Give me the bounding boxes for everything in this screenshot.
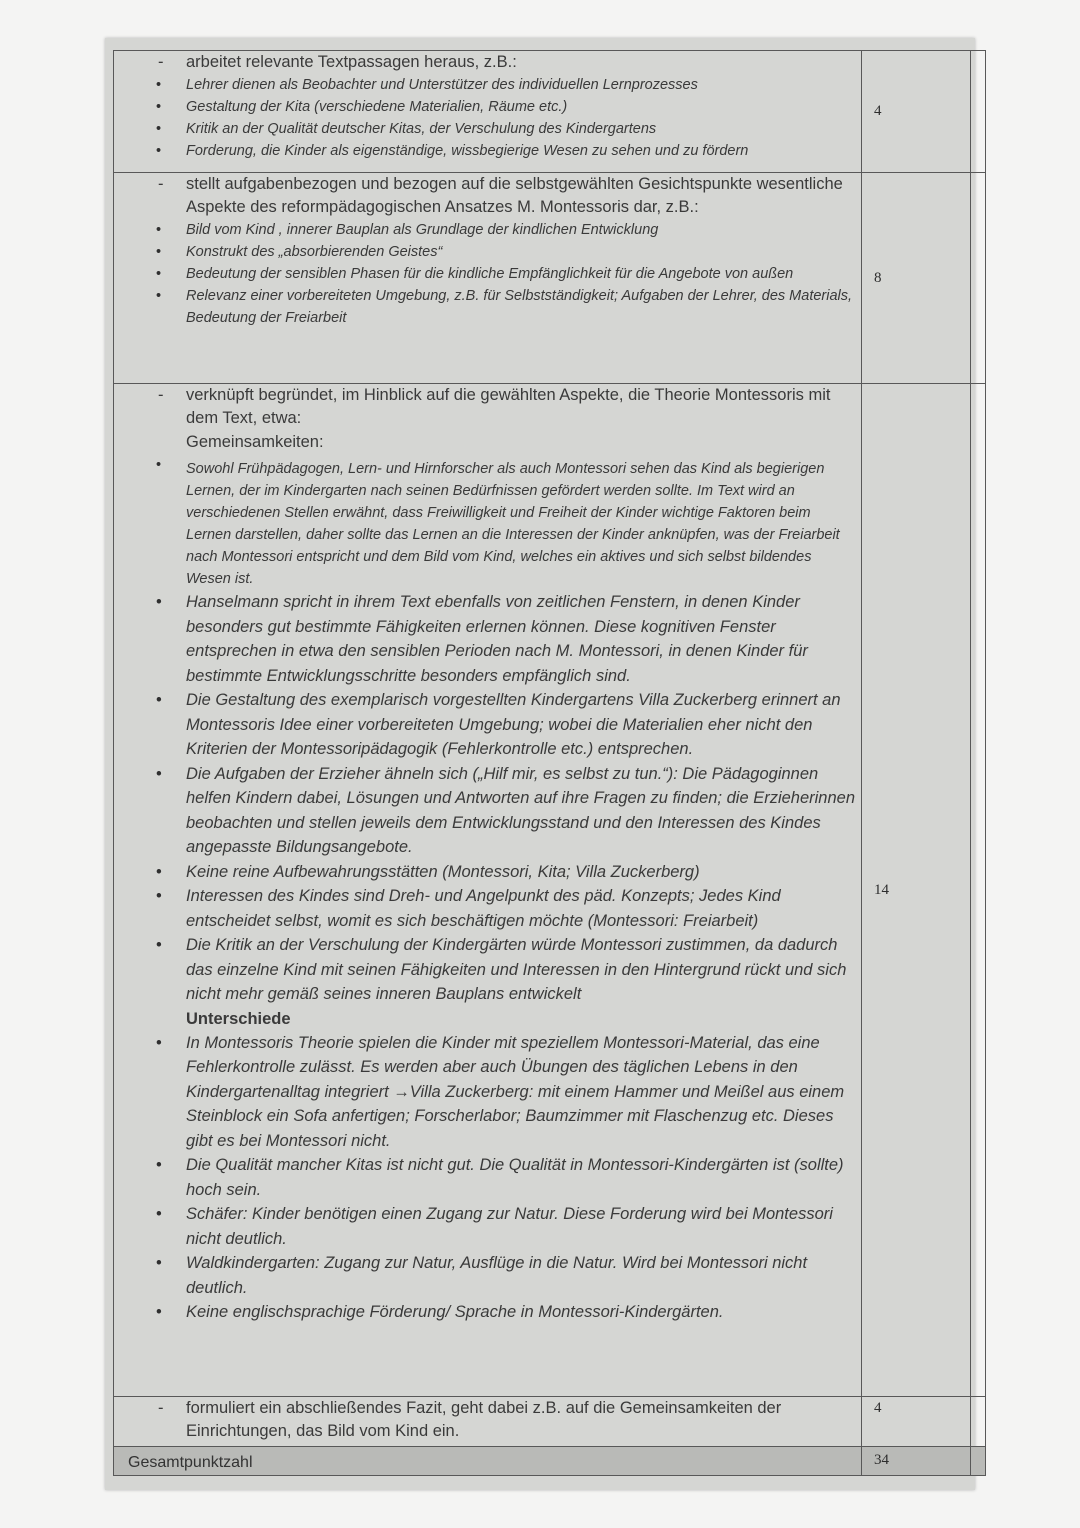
points-value: 4 [874,1400,882,1416]
table-row [114,51,986,173]
list-item: • Kritik an der Qualität deutscher Kitas, der Verschulung des Kindergartens [114,118,857,140]
points-cell [862,1397,971,1447]
list-item: • Relevanz einer vorbereiteten Umgebung, z.B. für Selbstständigkeit; Aufgaben der Lehrer, des Materials, Bedeutung der Freiarbeit [114,285,857,329]
differences-heading: Unterschiede [186,1009,291,1028]
empty-cell [971,173,986,384]
points-cell [862,51,971,173]
empty-cell [971,1447,986,1476]
list-item: • Die Gestaltung des exemplarisch vorgestellten Kindergartens Villa Zuckerberg erinnert an Montessoris Idee einer vorbereiteten Umgebung; wobei die Materialien eher nicht den Kriterien der Montessoripädagogik (Fehlerkontrolle etc.) entsprechen. [114,688,857,762]
criterion-text: arbeitet relevante Textpassagen heraus, z.B.: [186,53,517,71]
similarities-list-first [114,454,857,590]
points-cell [862,384,971,1397]
list-item: • Interessen des Kindes sind Dreh- und Angelpunkt des päd. Konzepts; Jedes Kind entscheidet selbst, womit es sich beschäftigen möchte (Montessori: Freiarbeit) [114,884,857,933]
points-value: 4 [874,103,882,119]
criterion-list [114,74,857,162]
criterion-lead: - arbeitet relevante Textpassagen heraus, z.B.: [158,53,517,71]
criterion-cell [114,384,862,1397]
criterion-lead: - verknüpft begründet, im Hinblick auf die gewählten Aspekte, die Theorie Montessoris mit dem Text, etwa: [158,386,831,427]
total-label: Gesamtpunktzahl [128,1454,253,1471]
total-points: 34 [874,1452,889,1468]
list-item: • Keine reine Aufbewahrungsstätten (Montessori, Kita; Villa Zuckerberg) [114,860,857,885]
list-item: • Forderung, die Kinder als eigenständige, wissbegierige Wesen zu sehen und zu fördern [114,140,857,162]
criterion-text: verknüpft begründet, im Hinblick auf die gewählten Aspekte, die Theorie Montessoris mit dem Text, etwa: [186,386,831,427]
criterion-text: stellt aufgabenbezogen und bezogen auf die selbstgewählten Gesichtspunkte wesentliche Aspekte des reformpädagogischen Ansatzes M. Montessoris dar, z.B.: [186,175,843,216]
criterion-cell [114,1397,862,1447]
points-value: 14 [874,881,889,898]
differences-list [114,1031,857,1325]
criterion-cell [114,173,862,384]
list-item: • Lehrer dienen als Beobachter und Unterstützer des individuellen Lernprozesses [114,74,857,96]
list-item: • Waldkindergarten: Zugang zur Natur, Ausflüge in die Natur. Wird bei Montessori nicht deutlich. [114,1251,857,1300]
table-row [114,173,986,384]
list-item: • Die Qualität mancher Kitas ist nicht gut. Die Qualität in Montessori-Kindergärten ist (sollte) hoch sein. [114,1153,857,1202]
points-value: 8 [874,269,882,286]
total-label-cell [114,1447,862,1476]
empty-cell [971,51,986,173]
criterion-text: formuliert ein abschließendes Fazit, geht dabei z.B. auf die Gemeinsamkeiten der Einrichtungen, das Bild vom Kind ein. [186,1399,782,1440]
list-item: • Schäfer: Kinder benötigen einen Zugang zur Natur. Diese Forderung wird bei Montessori nicht deutlich. [114,1202,857,1251]
empty-cell [971,1397,986,1447]
list-item: • Gestaltung der Kita (verschiedene Materialien, Räume etc.) [114,96,857,118]
list-item: • Bild vom Kind , innerer Bauplan als Grundlage der kindlichen Entwicklung [114,219,857,241]
similarities-heading: Gemeinsamkeiten: [186,433,324,451]
table-row [114,1397,986,1447]
list-item: • Konstrukt des „absorbierenden Geistes“ [114,241,857,263]
criterion-list [114,219,857,329]
points-cell [862,173,971,384]
list-item: • Die Kritik an der Verschulung der Kindergärten würde Montessori zustimmen, da dadurch das einzelne Kind mit seinen Fähigkeiten und Interessen in den Hintergrund rückt und sich nicht mehr gemäß seines inneren Bauplans entwickelt [114,933,857,1007]
list-item: • Bedeutung der sensiblen Phasen für die kindliche Empfänglichkeit für die Angebote von außen [114,263,857,285]
total-points-cell [862,1447,971,1476]
similarities-list [114,590,857,1007]
criterion-lead: - stellt aufgabenbezogen und bezogen auf die selbstgewählten Gesichtspunkte wesentliche Aspekte des reformpädagogischen Ansatzes M. Montessoris dar, z.B.: [158,175,843,216]
criterion-cell [114,51,862,173]
empty-cell [971,384,986,1397]
criterion-lead: - formuliert ein abschließendes Fazit, geht dabei z.B. auf die Gemeinsamkeiten der Einrichtungen, das Bild vom Kind ein. [158,1399,782,1440]
list-item: • In Montessoris Theorie spielen die Kinder mit speziellem Montessori-Material, das eine Fehlerkontrolle zulässt. Es werden aber auch Übungen des täglichen Lebens in den Kindergartenalltag integriert →Villa Zuckerberg: mit einem Hammer und Meißel aus einem Steinblock ein Sofa anfertigen; Forscherlabor; Baumzimmer mit Flaschenzug etc. Dieses gibt es bei Montessori nicht. [114,1031,857,1154]
list-item: • Hanselmann spricht in ihrem Text ebenfalls von zeitlichen Fenstern, in denen Kinder besonders gut bestimmte Fähigkeiten erlernen können. Diese kognitiven Fenster entsprechen in etwa den sensiblen Perioden nach M. Montessori, in denen Kinder für bestimmte Entwicklungsschritte besonders empfänglich sind. [114,590,857,688]
grading-table [113,50,986,1476]
document-sheet [105,38,975,1490]
total-row [114,1447,986,1476]
list-item: • Die Aufgaben der Erzieher ähneln sich („Hilf mir, es selbst zu tun.“): Die Pädagoginnen helfen Kindern dabei, Lösungen und Antworten auf ihre Fragen zu finden; die Erzieherinnen beobachten und stellen jeweils dem Entwicklungsstand und den Interessen des Kindes angepasste Bildungsangebote. [114,762,857,860]
list-item: • Sowohl Frühpädagogen, Lern- und Hirnforscher als auch Montessori sehen das Kind als begierigen Lernen, der im Kindergarten nach seinen Bedürfnissen gefördert werden sollte. Im Text wird an verschiedenen Stellen erwähnt, dass Freiwilligkeit und Freiheit der Kinder wichtige Faktoren beim Lernen darstellen, daher sollte das Lernen an die Interessen der Kinder anknüpfen, was der Freiarbeit nach Montessori entspricht und dem Bild vom Kind, welches ein aktives und sich selbst bildendes Wesen ist. [114,454,857,590]
list-item: • Keine englischsprachige Förderung/ Sprache in Montessori-Kindergärten. [114,1300,857,1325]
table-row [114,384,986,1397]
